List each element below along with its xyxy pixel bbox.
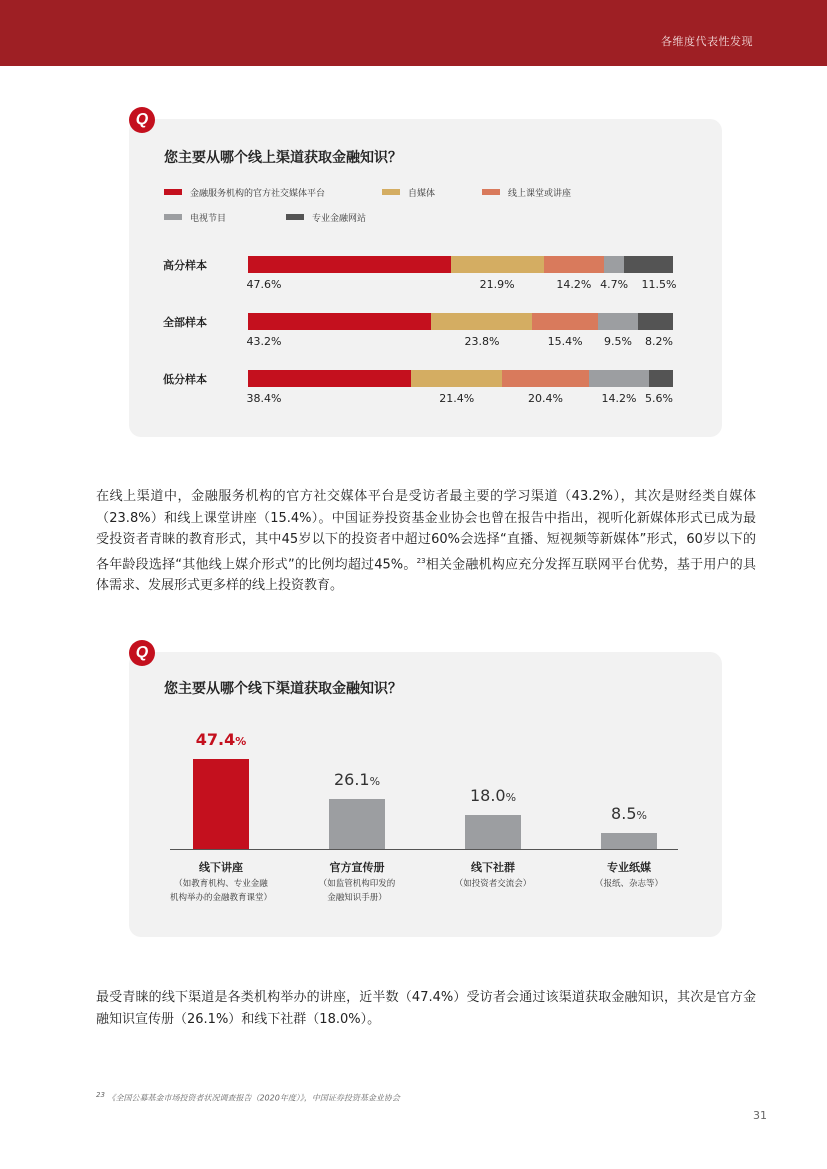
- segment-value-label: 43.2%: [246, 335, 282, 348]
- offline-channels-title: 您主要从哪个线下渠道获取金融知识？: [164, 681, 402, 697]
- legend-item: [286, 211, 366, 223]
- bar-segment: [248, 313, 431, 330]
- segment-value-label: 11.5%: [641, 278, 677, 291]
- online-channels-title: 您主要从哪个线上渠道获取金融知识？: [164, 150, 402, 166]
- paragraph-text: 在线上渠道中，金融服务机构的官方社交媒体平台是受访者最主要的学习渠道（43.2%），其次是财经类自媒体（23.8%）和线上课堂讲座（15.4%）。中国证券投资基金业协会也曾在报告中指出，视听化新媒体形式已成为最受投资者青睐的教育形式，其中45岁以下的投资者中超过60%会选择“直播、短视频等新媒体”形式，60岁以下的各年龄段选择“其他线上媒介形式”的比例均超过45%。: [96, 489, 756, 572]
- segment-value-label: 9.5%: [604, 335, 632, 348]
- legend-label: 电视节目: [190, 213, 227, 224]
- column-value-label: 8.5%: [611, 803, 647, 823]
- bar-segment: [624, 256, 673, 273]
- segment-value-label: 38.4%: [246, 392, 282, 405]
- segment-value-label: 4.7%: [600, 278, 629, 291]
- legend-label: 自媒体: [408, 188, 436, 199]
- bar-segment: [638, 313, 673, 330]
- bar-segment: [544, 256, 604, 273]
- legend-swatch-icon: [164, 189, 182, 195]
- column-bar: [601, 833, 657, 849]
- paragraph-text: 相关金融机构应充分发挥互联网平台优势，基于用户的具体需求、发展形式更多样的线上投资教育。: [96, 556, 756, 594]
- column-value-label: 18.0%: [469, 785, 517, 805]
- bar-segment: [451, 256, 544, 273]
- segment-value-label: 5.6%: [645, 392, 673, 405]
- column-category-note: （如监管机构印发的 金融知识手册）: [318, 879, 396, 903]
- paragraph-offline: 最受青睐的线下渠道是各类机构举办的讲座，近半数（47.4%）受访者会通过该渠道获取金融知识，其次是官方金融知识宣传册（26.1%）和线下社群（18.0%）。: [96, 990, 756, 1027]
- header-band: [0, 0, 827, 66]
- legend-swatch-icon: [164, 214, 182, 220]
- bar-segment: [411, 370, 502, 387]
- question-badge-icon: Q: [129, 640, 155, 666]
- legend-swatch-icon: [482, 189, 500, 195]
- segment-value-label: 8.2%: [645, 335, 673, 348]
- row-label: 高分样本: [163, 259, 207, 272]
- footnote-number: 23: [96, 1091, 105, 1099]
- column-category-label: 专业纸媒: [607, 861, 651, 874]
- bar-segment: [431, 313, 532, 330]
- bar-segment: [248, 256, 451, 273]
- bar-segment: [649, 370, 673, 387]
- legend-label: 专业金融网站: [312, 213, 367, 224]
- legend-item: [164, 186, 325, 198]
- segment-value-label: 47.6%: [246, 278, 282, 291]
- bar-segment: [248, 370, 411, 387]
- footnote: [96, 1091, 400, 1104]
- footnote-text: 《全国公募基金市场投资者状况调查报告（2020年度）》，中国证券投资基金业协会: [107, 1093, 400, 1103]
- bar-segment: [589, 370, 649, 387]
- column-bar: [329, 799, 385, 849]
- legend-label: 线上课堂或讲座: [508, 188, 572, 199]
- segment-value-label: 23.8%: [464, 335, 500, 348]
- row-label: 低分样本: [163, 373, 207, 386]
- column-bar: [193, 759, 249, 849]
- column-category-label: 官方宣传册: [329, 861, 385, 874]
- bar-segment: [502, 370, 589, 387]
- legend-item: [164, 211, 226, 223]
- legend-swatch-icon: [382, 189, 400, 195]
- paragraph-online: [96, 486, 756, 597]
- column-category-label: 线下社群: [471, 861, 515, 874]
- bar-segment: [598, 313, 638, 330]
- segment-value-label: 20.4%: [528, 392, 563, 405]
- bar-segment: [604, 256, 624, 273]
- column-category-label: 线下讲座: [199, 861, 243, 874]
- legend-swatch-icon: [286, 214, 304, 220]
- column-category-note: （如教育机构、专业金融 机构举办的金融教育课堂）: [169, 879, 273, 903]
- column-bar: [465, 815, 521, 849]
- header-title: 各维度代表性发现: [661, 35, 753, 48]
- segment-value-label: 14.2%: [601, 392, 637, 405]
- column-value-label: 47.4%: [195, 730, 247, 749]
- legend-label: 金融服务机构的官方社交媒体平台: [190, 188, 326, 199]
- segment-value-label: 21.9%: [479, 278, 515, 291]
- legend-item: [482, 186, 571, 198]
- legend-item: [382, 186, 435, 198]
- footnote-ref: 23: [416, 556, 426, 565]
- segment-value-label: 14.2%: [556, 278, 592, 291]
- bar-segment: [532, 313, 597, 330]
- chart-baseline: [170, 849, 678, 850]
- page-number: 31: [753, 1109, 767, 1122]
- segment-value-label: 21.4%: [439, 392, 475, 405]
- row-label: 全部样本: [163, 316, 207, 329]
- column-category-note: （如投资者交流会）: [454, 879, 532, 889]
- column-category-note: （报纸、杂志等）: [594, 879, 664, 889]
- question-badge-icon: Q: [129, 107, 155, 133]
- segment-value-label: 15.4%: [547, 335, 583, 348]
- column-value-label: 26.1%: [333, 770, 381, 790]
